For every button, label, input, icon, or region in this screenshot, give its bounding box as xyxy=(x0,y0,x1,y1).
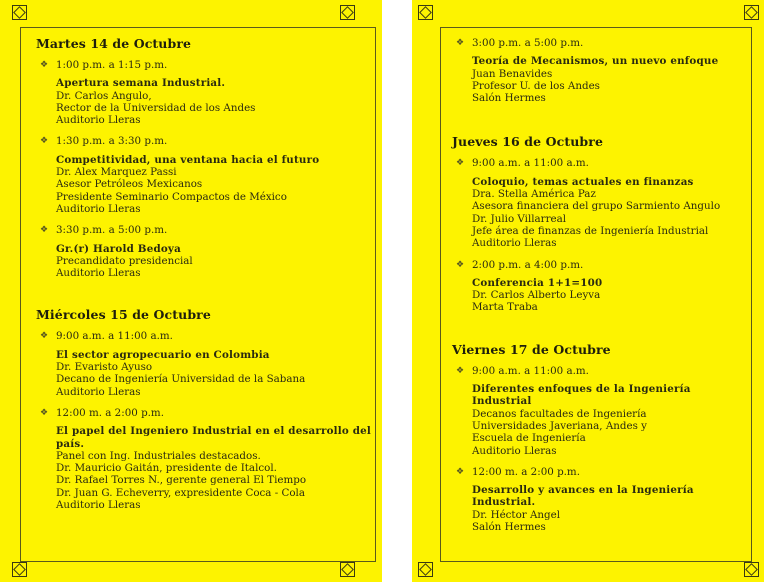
diamond-bullet-icon: ❖ xyxy=(456,38,465,48)
event-time: 3:00 p.m. a 5:00 p.m. xyxy=(472,37,584,49)
event-detail: Auditorio Lleras xyxy=(56,267,141,280)
diamond-bullet-icon: ❖ xyxy=(40,225,49,236)
event-detail: Dr. Héctor Angel xyxy=(472,508,561,521)
event-detail: Auditorio Lleras xyxy=(472,444,557,457)
page-fold xyxy=(382,0,412,582)
schedule-event xyxy=(452,157,752,249)
event-detail: Jefe área de finanzas de Ingeniería Industrial xyxy=(472,224,709,237)
event-title: Coloquio, temas actuales en finanzas xyxy=(472,175,694,188)
event-detail: Salón Hermes xyxy=(472,92,546,105)
diamond-bullet-icon: ❖ xyxy=(456,259,465,270)
event-detail: Dra. Stella América Paz xyxy=(472,188,596,201)
event-title: Competitividad, una ventana hacia el futuro xyxy=(56,153,320,166)
event-time: 9:00 a.m. a 11:00 a.m. xyxy=(472,157,589,170)
event-detail: Decanos facultades de Ingeniería xyxy=(472,407,647,420)
event-detail: Panel con Ing. Industriales destacados. xyxy=(56,449,261,462)
schedule-event xyxy=(36,330,376,397)
event-detail: Dr. Alex Marquez Passi xyxy=(56,166,177,179)
event-time: 12:00 m. a 2:00 p.m. xyxy=(56,406,164,419)
corner-ornament-icon xyxy=(744,5,759,20)
event-detail: Dr. Evaristo Ayuso xyxy=(56,361,153,374)
schedule-event xyxy=(452,365,752,457)
event-detail: Dr. Julio Villarreal xyxy=(472,212,567,225)
event-detail: Juan Benavides xyxy=(472,67,553,80)
event-time: 9:00 a.m. a 11:00 a.m. xyxy=(56,330,173,343)
event-detail: Dr. Mauricio Gaitán, presidente de Italcol. xyxy=(56,462,277,475)
schedule-event xyxy=(452,37,752,104)
schedule-event xyxy=(452,466,752,533)
corner-ornament-icon xyxy=(744,562,759,577)
event-detail: Dr. Rafael Torres N., gerente general El Tiempo xyxy=(56,474,307,487)
event-time: 1:30 p.m. a 3:30 p.m. xyxy=(56,135,168,148)
corner-ornament-icon xyxy=(340,562,355,577)
event-detail: Precandidato presidencial xyxy=(56,254,193,267)
diamond-bullet-icon: ❖ xyxy=(40,60,49,70)
event-detail: Salón Hermes xyxy=(472,521,546,534)
event-detail: Rector de la Universidad de los Andes xyxy=(56,101,256,114)
day-heading: Viernes 17 de Octubre xyxy=(452,341,611,357)
event-detail: Auditorio Lleras xyxy=(56,114,141,127)
event-detail: Decano de Ingeniería Universidad de la Sabana xyxy=(56,373,306,386)
event-time: 1:00 p.m. a 1:15 p.m. xyxy=(56,59,168,71)
corner-ornament-icon xyxy=(12,562,27,577)
schedule-event xyxy=(36,135,376,215)
corner-ornament-icon xyxy=(418,5,433,20)
diamond-bullet-icon: ❖ xyxy=(456,158,465,169)
event-title: Gr.(r) Harold Bedoya xyxy=(56,242,181,255)
event-detail: Dr. Juan G. Echeverry, expresidente Coca - Cola xyxy=(56,486,305,499)
event-detail: Auditorio Lleras xyxy=(472,237,557,250)
event-detail: Profesor U. de los Andes xyxy=(472,79,600,92)
event-detail: Asesor Petróleos Mexicanos xyxy=(56,178,203,191)
diamond-bullet-icon: ❖ xyxy=(456,466,465,477)
right-schedule-column xyxy=(452,37,752,542)
event-detail: Escuela de Ingeniería xyxy=(472,432,586,445)
event-time: 12:00 m. a 2:00 p.m. xyxy=(472,465,580,478)
event-detail: Universidades Javeriana, Andes y xyxy=(472,419,647,432)
event-detail: Asesora financiera del grupo Sarmiento Angulo xyxy=(472,200,721,213)
event-time: 9:00 a.m. a 11:00 a.m. xyxy=(472,364,589,377)
event-title: El papel del Ingeniero Industrial en el desarrollo del país. xyxy=(56,425,371,450)
event-detail: Presidente Seminario Compactos de México xyxy=(56,190,287,203)
event-title: Teoría de Mecanismos, un nuevo enfoque xyxy=(472,55,719,68)
event-detail: Auditorio Lleras xyxy=(56,499,141,512)
diamond-bullet-icon: ❖ xyxy=(40,407,49,418)
event-title: Desarrollo y avances en la Ingeniería Industrial. xyxy=(472,484,694,509)
diamond-bullet-icon: ❖ xyxy=(40,136,49,147)
schedule-event xyxy=(452,259,752,314)
corner-ornament-icon xyxy=(12,5,27,20)
left-schedule-column xyxy=(36,36,376,520)
day-heading: Martes 14 de Octubre xyxy=(36,36,192,51)
event-detail: Marta Traba xyxy=(472,301,538,314)
day-heading: Miércoles 15 de Octubre xyxy=(36,307,211,323)
event-title: Diferentes enfoques de la Ingeniería Industrial xyxy=(472,383,691,408)
event-title: Apertura semana Industrial. xyxy=(56,77,226,90)
event-detail: Dr. Carlos Alberto Leyva xyxy=(472,289,601,302)
event-title: Conferencia 1+1=100 xyxy=(472,276,603,289)
day-heading: Jueves 16 de Octubre xyxy=(452,134,603,150)
corner-ornament-icon xyxy=(418,562,433,577)
event-detail: Auditorio Lleras xyxy=(56,202,141,215)
event-detail: Auditorio Lleras xyxy=(56,385,141,398)
schedule-event xyxy=(36,407,376,511)
event-time: 2:00 p.m. a 4:00 p.m. xyxy=(472,258,584,271)
schedule-event xyxy=(36,59,376,126)
event-detail: Dr. Carlos Angulo, xyxy=(56,89,152,102)
corner-ornament-icon xyxy=(340,5,355,20)
event-time: 3:30 p.m. a 5:00 p.m. xyxy=(56,224,168,237)
schedule-event xyxy=(36,224,376,279)
diamond-bullet-icon: ❖ xyxy=(40,331,49,342)
diamond-bullet-icon: ❖ xyxy=(456,365,465,376)
event-title: El sector agropecuario en Colombia xyxy=(56,348,270,361)
